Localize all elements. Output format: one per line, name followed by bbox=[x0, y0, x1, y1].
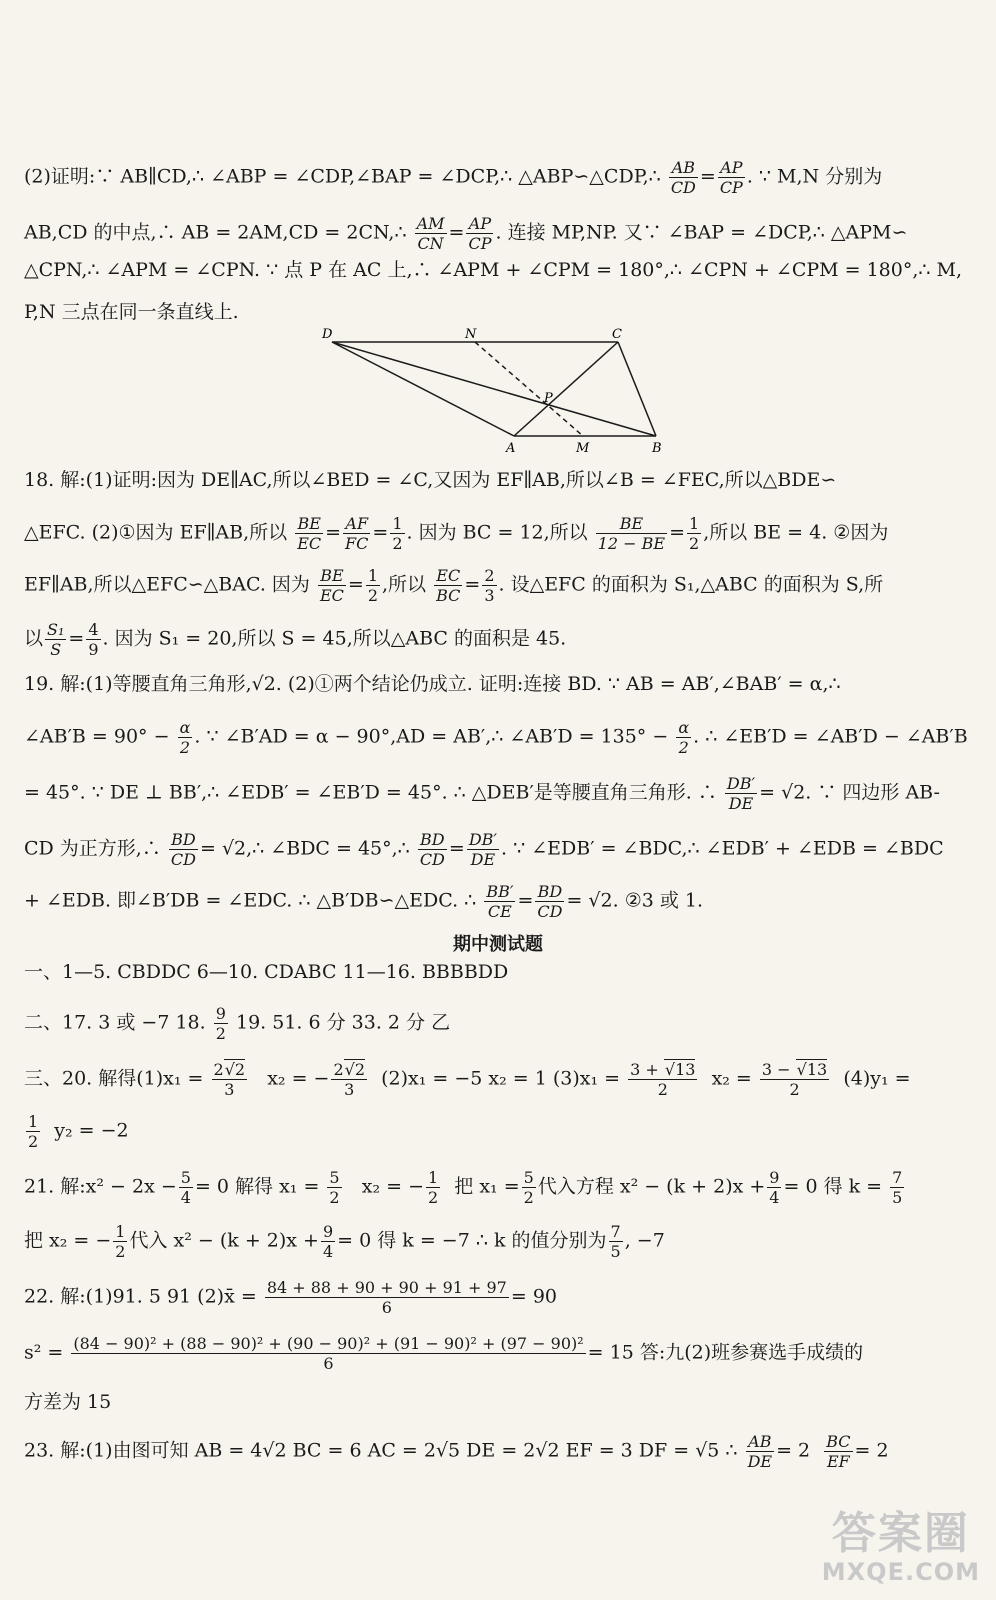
fraction-2-3: $\frac{2}{3}$ bbox=[484, 566, 495, 605]
fraction-ap-cp: $\frac{AP}{CP}$ bbox=[719, 158, 743, 197]
fraction-2root2-3: $\frac{2√2}{3}$ bbox=[213, 1060, 246, 1099]
fraction-ec-bc: $\frac{EC}{BC}$ bbox=[436, 566, 461, 605]
fraction-9-2: $\frac{9}{2}$ bbox=[215, 1004, 226, 1043]
fraction-1-2-b: $\frac{1}{2}$ bbox=[689, 514, 700, 553]
fraction-variance: (84 − 90)² + (88 − 90)² + (90 − 90)² + (91 − 90)² + (97 − 90)² 6 bbox=[73, 1334, 584, 1373]
label-d: D bbox=[322, 327, 333, 342]
fraction-alpha-2-b: $\frac{\alpha}{2}$ bbox=[678, 718, 690, 757]
fraction-7-5: $\frac{7}{5}$ bbox=[892, 1168, 903, 1207]
fraction-bd-cd-b: $\frac{BD}{CD}$ bbox=[419, 830, 445, 869]
multiple-choice-answers: 一、1—5. CBDDC 6—10. CDABC 11—16. BBBBDD bbox=[24, 961, 509, 983]
fraction-5-2: $\frac{5}{2}$ bbox=[329, 1168, 340, 1207]
q20-line-2: $\frac{1}{2}$ y₂ = −2 bbox=[28, 1112, 129, 1151]
fraction-ab-cd: $\frac{AB}{CD}$ bbox=[670, 158, 696, 197]
q21-line-2: 把 x₂ = − $\frac{1}{2}$ 代入 x² − (k + 2)x + $\frac{9}{4}$ = 0 得 k = −7 ∴ k 的值分别为 $\frac{7}{5}$ , −7 bbox=[24, 1222, 665, 1261]
q22-line-1: 22. 解:(1)91. 5 91 (2)x̄ = $\frac{84 + 88 + 90 + 90 + 91 + 97}{6}$ = 90 bbox=[24, 1278, 557, 1317]
q22-line-3: 方差为 15 bbox=[24, 1391, 112, 1413]
q19-line-3: = 45°. ∵ DE ⊥ BB′,∴ ∠EDB′ = ∠EB′D = 45°. ∴ △DEB′是等腰直角三角形. ∴ $\frac{DB'}{DE}$ = √2. ∵ 四边形 AB- bbox=[24, 774, 940, 813]
fraction-1-2-f: $\frac{1}{2}$ bbox=[115, 1222, 126, 1261]
fraction-bc-ef: $\frac{BC}{EF}$ bbox=[826, 1432, 851, 1471]
q17-line-3: △CPN,∴ ∠APM = ∠CPN. ∵ 点 P 在 AC 上,∴ ∠APM + ∠CPM = 180°,∴ ∠CPN + ∠CPM = 180°,∴ M, bbox=[24, 259, 963, 281]
fraction-bd-cd-c: $\frac{BD}{CD}$ bbox=[537, 882, 563, 921]
q23-line-1: 23. 解:(1)由图可知 AB = 4√2 BC = 6 AC = 2√5 DE = 2√2 EF = 3 DF = √5 ∴ $\frac{AB}{DE}$ = 2 $\frac{BC}{EF}$ = 2 bbox=[24, 1432, 889, 1471]
fraction-af-fc: $\frac{AF}{FC}$ bbox=[345, 514, 369, 553]
q20-line-1: 三、20. 解得(1)x₁ = $\frac{2√2}{3}$ x₂ = − $\frac{2√2}{3}$ (2)x₁ = −5 x₂ = 1 (3)x₁ = $\frac{3 + √13}{2}$ x₂ = $\frac{3 - √13}{2}$ (4)y₁ = bbox=[24, 1060, 911, 1099]
fraction-be-12-be: $\frac{BE}{12 - BE}$ bbox=[597, 514, 666, 553]
fraction-7-5-b: $\frac{7}{5}$ bbox=[610, 1222, 621, 1261]
section-title: 期中测试题 bbox=[453, 934, 543, 955]
geometry-figure bbox=[300, 318, 680, 458]
fraction-4-9: $\frac{4}{9}$ bbox=[88, 620, 99, 659]
label-c: C bbox=[612, 327, 622, 342]
fraction-be-ec-b: $\frac{BE}{EC}$ bbox=[319, 566, 344, 605]
fraction-db-de: $\frac{DB'}{DE}$ bbox=[726, 774, 756, 813]
fraction-3-minus-root13: $\frac{3 - √13}{2}$ bbox=[761, 1060, 828, 1099]
q17-line-1: (2)证明:∵ AB∥CD,∴ ∠ABP = ∠CDP,∠BAP = ∠DCP,∴ △ABP∽△CDP,∴ $\frac{AB}{CD}$ = $\frac{AP}{CP}$ . ∵ M,N 分别为 bbox=[24, 158, 883, 197]
fraction-be-ec: $\frac{BE}{EC}$ bbox=[297, 514, 322, 553]
q17-line-2: AB,CD 的中点,∴ AB = 2AM,CD = 2CN,∴ $\frac{AM}{CN}$ = $\frac{AP}{CP}$ . 连接 MP,NP. 又∵ ∠BAP = ∠DCP,∴ △APM∽ bbox=[24, 214, 908, 253]
fraction-1-2: $\frac{1}{2}$ bbox=[392, 514, 403, 553]
fraction-mean: $\frac{84 + 88 + 90 + 90 + 91 + 97}{6}$ bbox=[266, 1278, 507, 1317]
q18-line-2: △EFC. (2)①因为 EF∥AB,所以 $\frac{BE}{EC}$ = $\frac{AF}{FC}$ = $\frac{1}{2}$ . 因为 BC = 12,所以 $\frac{BE}{12 - BE}$ = $\frac{1}{2}$ ,所以 BE = 4. ②因为 bbox=[24, 514, 889, 553]
q21-line-1: 21. 解:x² − 2x − $\frac{5}{4}$ = 0 解得 x₁ = $\frac{5}{2}$ x₂ = − $\frac{1}{2}$ 把 x₁ = $\frac{5}{2}$ 代入方程 x² − (k + 2)x + $\frac{9}{4}$ = 0 得 k = $\frac{7}{5}$ bbox=[24, 1168, 903, 1207]
fraction-5-4: $\frac{5}{4}$ bbox=[180, 1168, 191, 1207]
label-n: N bbox=[465, 327, 477, 342]
fraction-am-cn: $\frac{AM}{CN}$ bbox=[416, 214, 445, 253]
q19-line-5: + ∠EDB. 即∠B′DB = ∠EDC. ∴ △B′DB∽△EDC. ∴ $\frac{BB'}{CE}$ = $\frac{BD}{CD}$ = √2. ②3 或 1. bbox=[24, 882, 704, 921]
q22-line-2: s² = (84 − 90)² + (88 − 90)² + (90 − 90)² + (91 − 90)² + (97 − 90)² 6 = 15 答:九(2)班参赛选手成绩的 bbox=[24, 1334, 864, 1373]
label-m: M bbox=[576, 441, 590, 456]
q18-line-4: 以 $\frac{\text{S₁}}{S}$ = $\frac{4}{9}$ . 因为 S₁ = 20,所以 S = 45,所以△ABC 的面积是 45. bbox=[24, 620, 567, 659]
fraction-ap-cp-2: $\frac{AP}{CP}$ bbox=[468, 214, 492, 253]
fraction-3-plus-root13: $\frac{3 + √13}{2}$ bbox=[630, 1060, 696, 1099]
q17-line-4: P,N 三点在同一条直线上. bbox=[24, 301, 239, 323]
q18-line-1: 18. 解:(1)证明:因为 DE∥AC,所以∠BED = ∠C,又因为 EF∥AB,所以∠B = ∠FEC,所以△BDE∽ bbox=[24, 469, 837, 491]
fraction-2root2-3-b: $\frac{2√2}{3}$ bbox=[333, 1060, 366, 1099]
fraction-1-2-c: $\frac{1}{2}$ bbox=[367, 566, 378, 605]
fraction-alpha-2: $\frac{\alpha}{2}$ bbox=[179, 718, 191, 757]
fraction-9-4: $\frac{9}{4}$ bbox=[769, 1168, 780, 1207]
q19-line-4: CD 为正方形,∴ $\frac{BD}{CD}$ = √2,∴ ∠BDC = 45°,∴ $\frac{BD}{CD}$ = $\frac{DB'}{DE}$ . ∵ ∠EDB′ = ∠BDC,∴ ∠EDB′ + ∠EDB = ∠BDC bbox=[24, 830, 944, 869]
label-a: A bbox=[506, 441, 516, 456]
fraction-1-2-e: $\frac{1}{2}$ bbox=[428, 1168, 439, 1207]
fraction-s1-s: $\frac{\text{S₁}}{S}$ bbox=[47, 620, 65, 659]
fraction-1-2-d: $\frac{1}{2}$ bbox=[28, 1112, 39, 1151]
fill-in-answers: 二、17. 3 或 −7 18. $\frac{9}{2}$ 19. 51. 6 分 33. 2 分 乙 bbox=[24, 1004, 451, 1043]
fraction-5-2-b: $\frac{5}{2}$ bbox=[523, 1168, 534, 1207]
q19-line-2: ∠AB′B = 90° − $\frac{\alpha}{2}$ . ∵ ∠B′AD = α − 90°,AD = AB′,∴ ∠AB′D = 135° − $\frac{\alpha}{2}$ . ∴ ∠EB′D = ∠AB′D − ∠AB′B bbox=[24, 718, 968, 757]
q19-line-1: 19. 解:(1)等腰直角三角形,√2. (2)①两个结论仍成立. 证明:连接 BD. ∵ AB = AB′,∠BAB′ = α,∴ bbox=[24, 673, 841, 695]
label-p: P bbox=[544, 391, 553, 406]
fraction-bd-cd: $\frac{BD}{CD}$ bbox=[170, 830, 196, 869]
fraction-ab-de: $\frac{AB}{DE}$ bbox=[747, 1432, 773, 1471]
q18-line-3: EF∥AB,所以△EFC∽△BAC. 因为 $\frac{BE}{EC}$ = $\frac{1}{2}$ ,所以 $\frac{EC}{BC}$ = $\frac{2}{3}$ . 设△EFC 的面积为 S₁,△ABC 的面积为 S,所 bbox=[24, 566, 884, 605]
fraction-9-4-b: $\frac{9}{4}$ bbox=[322, 1222, 334, 1261]
label-b: B bbox=[652, 441, 662, 456]
fraction-bb-ce: $\frac{BB'}{CE}$ bbox=[486, 882, 514, 921]
fraction-db-de-b: $\frac{DB'}{DE}$ bbox=[468, 830, 498, 869]
watermark-logo: 答案圈 MXQE.COM bbox=[821, 1508, 980, 1586]
